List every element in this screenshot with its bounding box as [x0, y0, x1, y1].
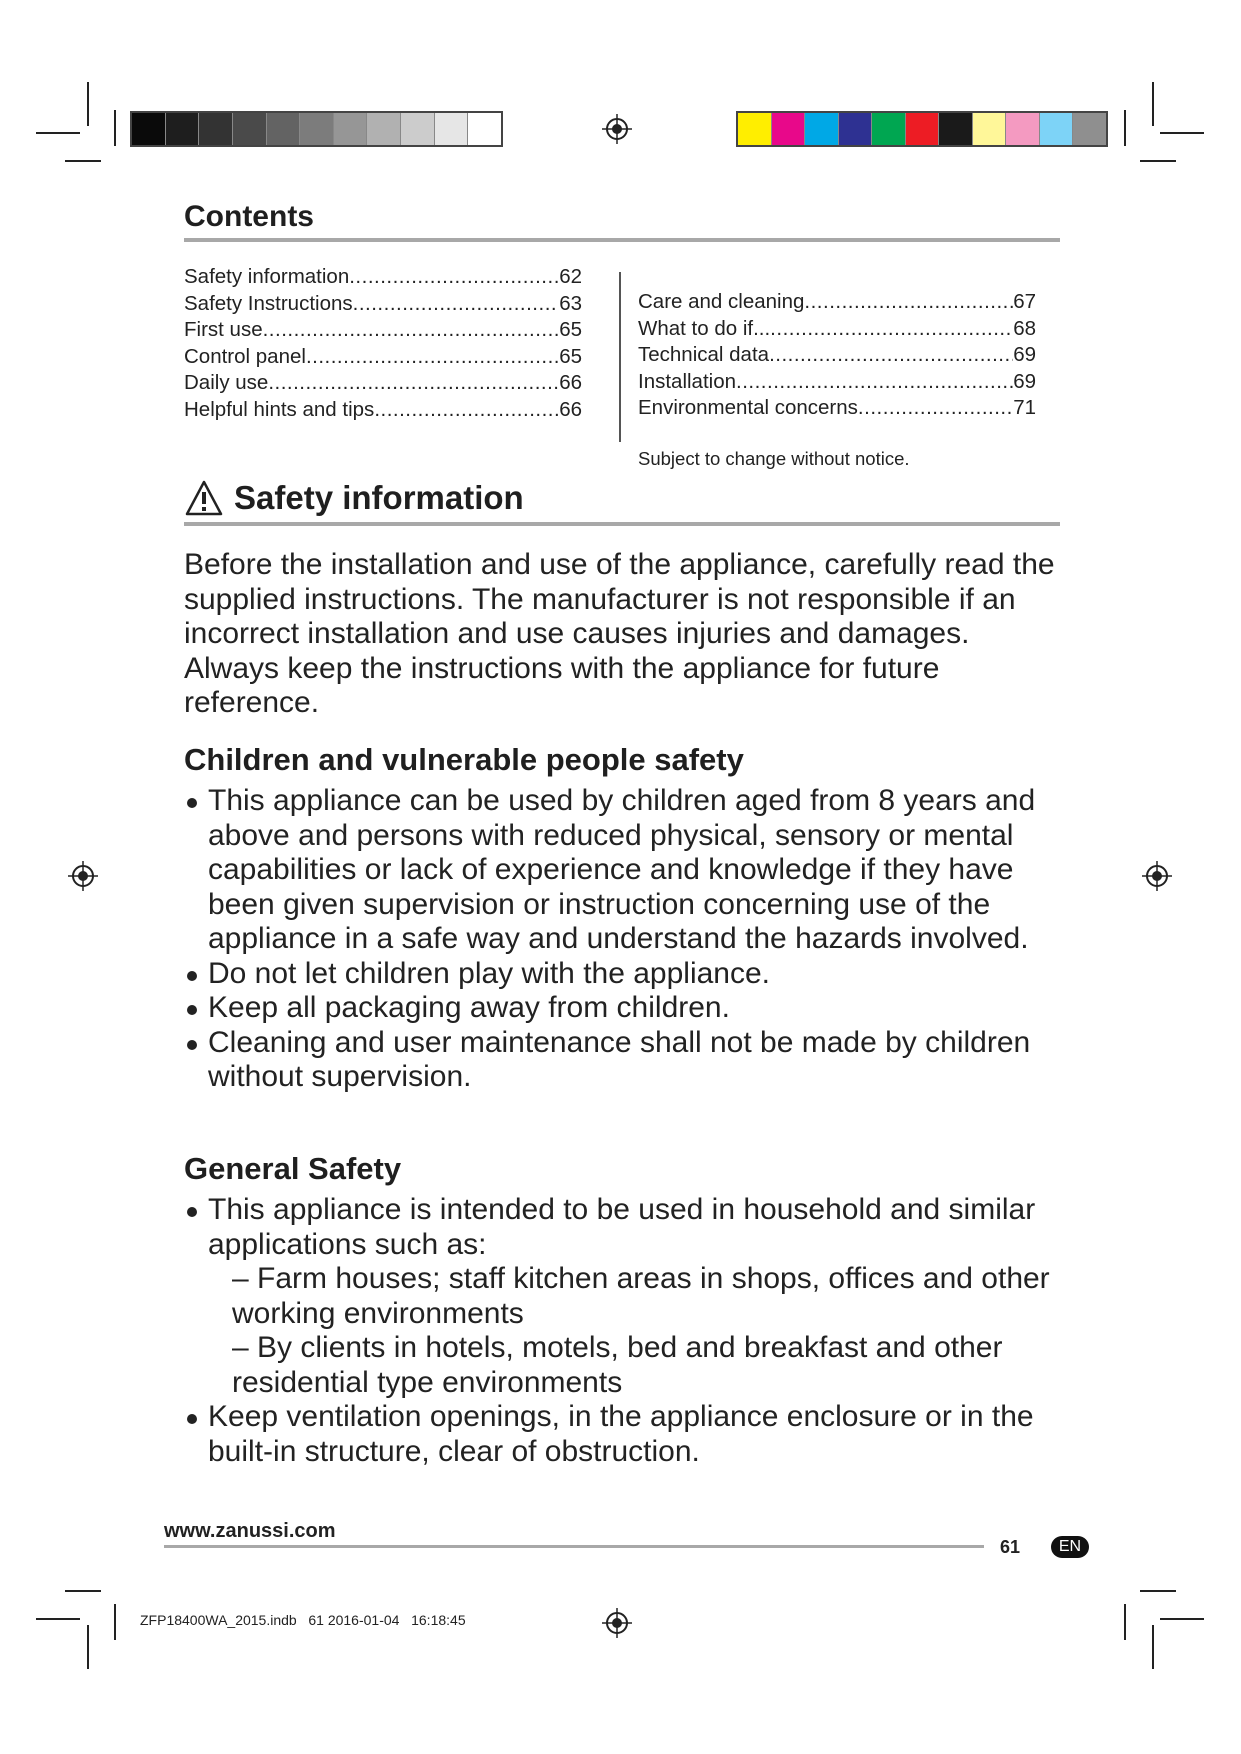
color-swatch: [1073, 113, 1106, 145]
toc-leader-dots: [349, 265, 559, 289]
crop-mark: [1140, 1590, 1176, 1592]
general-safety-list: [184, 1193, 1084, 1469]
crop-mark: [36, 132, 80, 134]
toc-leader-dots: [263, 318, 560, 342]
registration-mark-icon: [602, 1608, 632, 1638]
color-swatch: [738, 113, 772, 145]
toc-entry-label: Safety Instructions: [184, 291, 353, 315]
toc-entry[interactable]: [184, 371, 582, 398]
toc-divider: [619, 272, 621, 442]
list-item: Cleaning and user maintenance shall not be made by children without supervision.: [184, 1026, 1084, 1095]
toc-entry-label: Control panel: [184, 344, 306, 368]
toc-leader-dots: [268, 371, 559, 395]
crop-mark: [1124, 1604, 1126, 1640]
toc-leader-dots: [353, 292, 560, 316]
safety-rule: [184, 522, 1060, 526]
toc-entry-page: 69: [1013, 369, 1036, 393]
list-item: Do not let children play with the appliance.: [184, 957, 1084, 992]
color-swatch: [1040, 113, 1074, 145]
sub-list-item: – By clients in hotels, motels, bed and breakfast and other residential type environments: [232, 1331, 1003, 1399]
contents-rule: [184, 238, 1060, 242]
crop-mark: [1152, 82, 1154, 126]
toc-entry-page: 66: [559, 371, 582, 394]
color-swatch: [939, 113, 973, 145]
color-swatch: [435, 113, 469, 145]
website-link[interactable]: www.zanussi.com: [164, 1520, 336, 1542]
toc-entry[interactable]: [184, 345, 582, 372]
contents-title: Contents: [184, 200, 314, 233]
crop-mark: [1152, 1625, 1154, 1669]
language-badge: EN: [1051, 1536, 1089, 1558]
toc-leader-dots: [374, 398, 559, 422]
registration-mark-icon: [68, 861, 98, 891]
color-swatch: [839, 113, 873, 145]
crop-mark: [1124, 110, 1126, 146]
toc-right-column: [638, 290, 1036, 423]
footer-rule: [164, 1545, 984, 1548]
color-swatch: [906, 113, 940, 145]
crop-mark: [87, 1625, 89, 1669]
toc-entry-label: Technical data: [638, 343, 770, 366]
color-swatch: [267, 113, 301, 145]
color-swatch: [367, 113, 401, 145]
toc-entry[interactable]: [638, 290, 1036, 317]
change-notice: Subject to change without notice.: [638, 448, 910, 469]
safety-heading: [184, 476, 524, 520]
list-item: [184, 1193, 1084, 1400]
toc-entry-label: What to do if...: [638, 316, 771, 340]
crop-mark: [114, 110, 116, 146]
toc-entry-page: 65: [559, 344, 582, 368]
general-item-text: Keep ventilation openings, in the appliance enclosure or in the built-in structure, clear of obstruction.: [208, 1400, 1034, 1468]
children-safety-title: Children and vulnerable people safety: [184, 742, 744, 777]
toc-entry-label: Environmental concerns: [638, 396, 858, 419]
process-color-bar: [736, 111, 1108, 147]
toc-entry[interactable]: [638, 317, 1036, 344]
color-swatch: [1006, 113, 1040, 145]
grayscale-color-bar: [130, 111, 503, 147]
toc-leader-dots: [769, 343, 1013, 367]
toc-entry-page: 68: [1013, 316, 1036, 340]
crop-mark: [1160, 132, 1204, 134]
color-swatch: [772, 113, 806, 145]
toc-entry[interactable]: [184, 318, 582, 345]
toc-entry-page: 71: [1013, 396, 1036, 419]
color-swatch: [199, 113, 233, 145]
safety-title: Safety information: [234, 479, 524, 516]
crop-mark: [1140, 160, 1176, 162]
color-swatch: [132, 113, 166, 145]
list-item: Keep all packaging away from children.: [184, 991, 1084, 1026]
toc-entry-label: Care and cleaning: [638, 290, 805, 313]
color-swatch: [233, 113, 267, 145]
toc-entry[interactable]: [184, 292, 582, 319]
color-swatch: [872, 113, 906, 145]
toc-entry-page: 69: [1013, 343, 1036, 366]
toc-entry-page: 62: [559, 265, 582, 288]
toc-entry-page: 65: [559, 318, 582, 341]
crop-mark: [114, 1604, 116, 1640]
toc-entry-page: 66: [559, 397, 582, 421]
crop-mark: [65, 1590, 101, 1592]
toc-entry-label: Daily use: [184, 371, 269, 394]
crop-mark: [1160, 1618, 1204, 1620]
color-swatch: [805, 113, 839, 145]
general-safety-title: General Safety: [184, 1151, 402, 1186]
color-swatch: [300, 113, 334, 145]
toc-entry-label: First use: [184, 318, 263, 341]
color-swatch: [468, 113, 501, 145]
children-safety-list: [184, 784, 1084, 1095]
list-item: This appliance can be used by children aged from 8 years and above and persons with reduced physical, sensory or mental capabilities or lack of experience and knowledge if they have been given supervision or instruction concerning use of the appliance in a safe way and understand the hazards involved.: [184, 784, 1084, 957]
color-swatch: [334, 113, 368, 145]
registration-mark-icon: [1142, 861, 1172, 891]
crop-mark: [65, 160, 101, 162]
toc-entry-label: Safety information: [184, 265, 350, 288]
toc-leader-dots: [306, 345, 559, 369]
color-swatch: [973, 113, 1007, 145]
list-item: [184, 1400, 1084, 1469]
general-item-text: This appliance is intended to be used in household and similar applications such as:: [208, 1193, 1036, 1261]
toc-leader-dots: [736, 370, 1013, 394]
sub-list-item: – Farm houses; staff kitchen areas in shops, offices and other working environments: [232, 1262, 1050, 1330]
page-number: 61: [1000, 1537, 1021, 1557]
toc-leader-dots: [804, 290, 1013, 314]
registration-mark-icon: [602, 114, 632, 144]
toc-entry[interactable]: [638, 343, 1036, 370]
toc-entry-page: 63: [559, 291, 582, 315]
color-swatch: [166, 113, 200, 145]
safety-intro: Before the installation and use of the appliance, carefully read the supplied instructions. The manufacturer is not responsible if an incorrect installation and use causes injuries and damages. Always keep the instructions with the appliance for future reference.: [184, 548, 1055, 719]
toc-leader-dots: [770, 317, 1013, 341]
toc-left-column: [184, 265, 582, 424]
crop-mark: [87, 82, 89, 126]
warning-triangle-icon: [184, 479, 224, 517]
toc-entry[interactable]: [184, 265, 582, 292]
toc-entry[interactable]: [184, 398, 582, 425]
toc-entry[interactable]: [638, 396, 1036, 423]
crop-mark: [36, 1618, 80, 1620]
toc-entry-page: 67: [1013, 290, 1036, 313]
toc-leader-dots: [858, 396, 1013, 420]
color-swatch: [401, 113, 435, 145]
print-file-info: ZFP18400WA_2015.indb 61 2016-01-04 16:18:45: [140, 1612, 466, 1628]
toc-entry[interactable]: [638, 370, 1036, 397]
toc-entry-label: Helpful hints and tips: [184, 397, 375, 421]
toc-entry-label: Installation: [638, 369, 737, 393]
